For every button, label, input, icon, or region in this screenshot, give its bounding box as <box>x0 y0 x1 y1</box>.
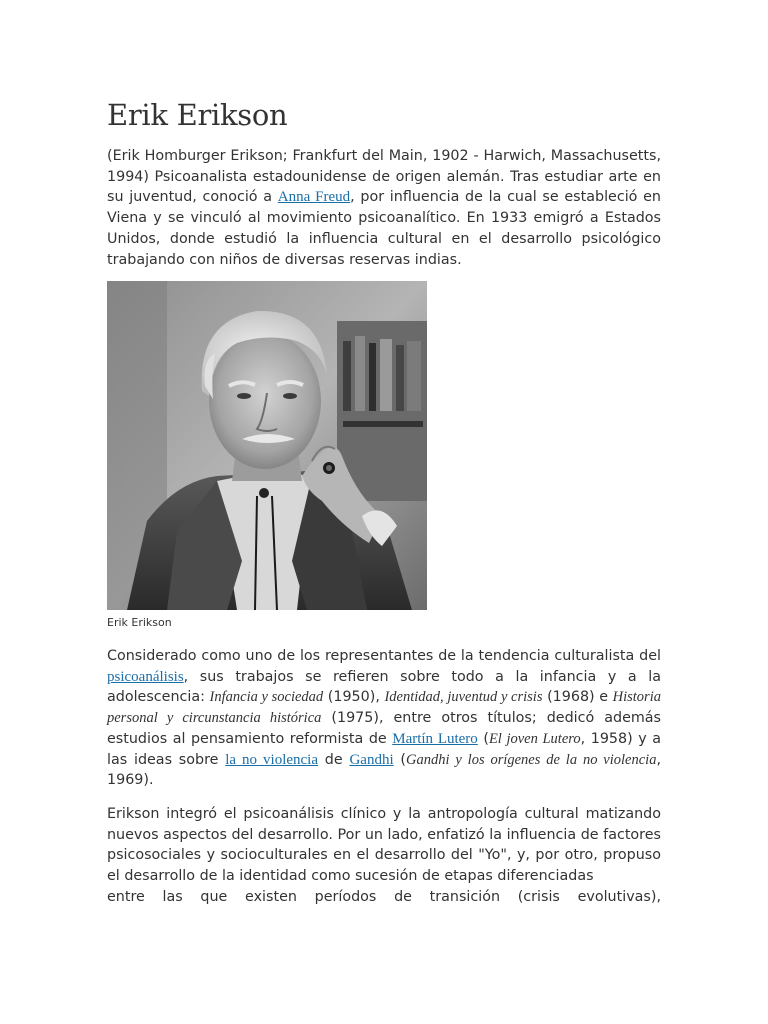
book-title: El joven Lutero <box>488 730 581 747</box>
intro-paragraph <box>107 146 661 270</box>
text-span: Considerado como uno de los representantes de la tendencia culturalista del <box>107 648 661 664</box>
text-span: Erikson integró el psicoanálisis clínico y la antropología cultural matizando nuevos aspectos del desarrollo. Por un lado, enfatizó la influencia de factores psicosociales y socioculturales en el desarrollo del "Yo", y, por otro, propuso el desarrollo de la identidad como sucesión de etapas diferenciadas <box>107 806 661 885</box>
text-span: (Erik Homburger Erikson; Frankfurt del Main, 1902 - Harwich, Massachusetts, 1994) Psicoanalista estadounidense de origen alemán. Tras estudiar arte en su juventud, conoció a <box>107 148 661 206</box>
link-no-violencia[interactable]: la no violencia <box>225 751 318 768</box>
text-span: (1950), <box>323 689 385 706</box>
portrait-image <box>107 281 427 610</box>
book-title: Identidad, juventud y crisis <box>384 689 543 706</box>
text-span: , por influencia de la cual se estableció en Viena y se vinculó al movimiento psicoanalítico. En 1933 emigró a Estados Unidos, donde estudió la influencia cultural en el desarrollo psicológico trabajando con niños de diversas reservas indias. <box>107 189 661 268</box>
body-paragraph-3 <box>107 804 661 908</box>
body-paragraph-2 <box>107 646 661 791</box>
text-span: , 1969). <box>107 751 661 789</box>
book-title: Historia personal y circunstancia histórica <box>107 689 661 727</box>
link-martin-lutero[interactable]: Martín Lutero <box>392 730 478 747</box>
book-title: Infancia y sociedad <box>209 689 324 706</box>
text-span: de <box>318 751 350 768</box>
photo-caption: Erik Erikson <box>107 616 172 629</box>
page-title: Erik Erikson <box>107 98 288 132</box>
text-span: entre las que existen períodos de transición (crisis evolutivas), <box>107 888 661 905</box>
text-span: (1968) e <box>542 689 613 706</box>
text-span: ( <box>393 751 406 768</box>
text-span: ( <box>477 730 489 747</box>
text-span: (1975), entre otros títulos; dedicó además estudios al pensamiento reformista de <box>107 710 661 747</box>
link-psicoanalisis[interactable]: psicoanálisis <box>107 668 184 685</box>
link-anna-freud[interactable]: Anna Freud <box>277 189 351 206</box>
text-span: , sus trabajos se refieren sobre todo a la infancia y a la adolescencia: <box>107 668 661 706</box>
book-title: Gandhi y los orígenes de la no violencia <box>406 751 657 768</box>
text-span: , 1958) y a las ideas sobre <box>107 730 661 768</box>
link-gandhi[interactable]: Gandhi <box>349 751 394 768</box>
portrait-photo <box>107 281 427 610</box>
